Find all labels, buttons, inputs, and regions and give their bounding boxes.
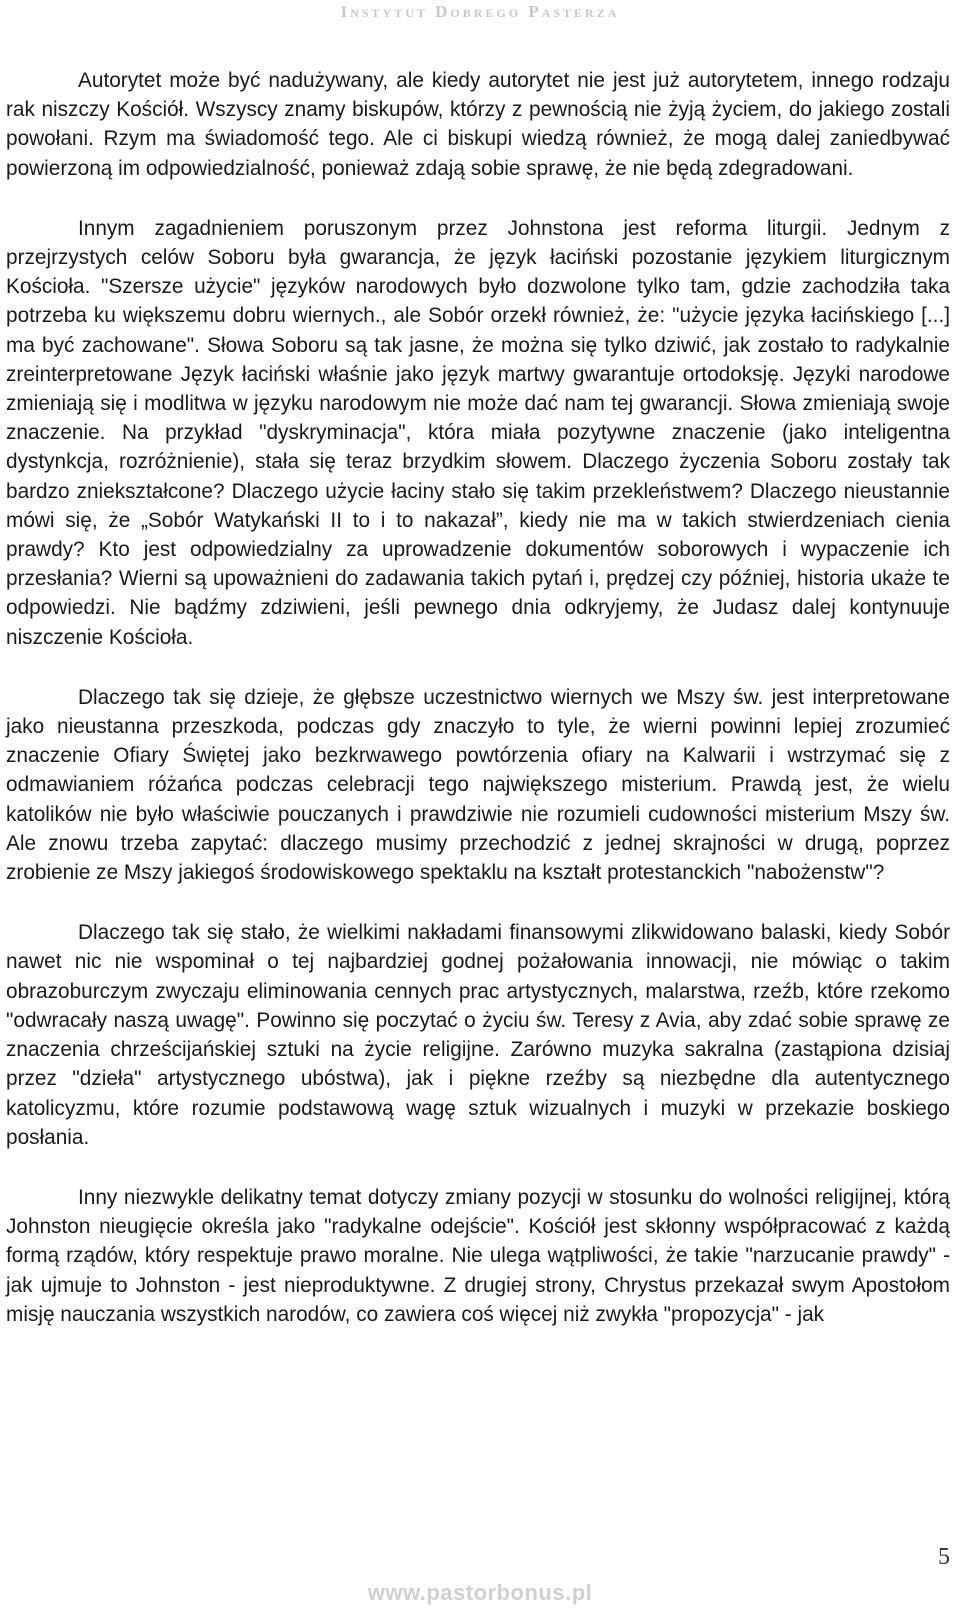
page-number: 5 xyxy=(938,1544,950,1570)
paragraph-participation: Dlaczego tak się dzieje, że głębsze uczestnictwo wiernych we Mszy św. jest interpretowane jako nieustanna przeszkoda, podczas gdy znaczyło to tyle, że wierni powinni lepiej zrozumieć znaczenie Ofiary Świętej jako bezkrwawego powtórzenia ofiary na Kalwarii i wstrzymać się z odmawianiem różańca podczas celebracji tego największego misterium. Prawdą jest, że wielu katolików nie było właściwie pouczanych i prawdziwie nie rozumieli cudowności misterium Mszy św. Ale znowu trzeba zapytać: dlaczego musimy przechodzić z jednej skrajności w drugą, poprzez zrobienie ze Mszy jakiegoś środowiskowego spektaklu na kształt protestanckich "nabożenstw"? xyxy=(6,685,950,885)
paragraph-liturgy-reform: Innym zagadnieniem poruszonym przez Johnstona jest reforma liturgii. Jednym z przejrzystych celów Soboru była gwarancja, że język łaciński pozostanie językiem liturgicznym Kościoła. "Szersze użycie" języków narodowych było dozwolone tylko tam, gdzie zachodziła taka potrzeba ku większemu dobru wiernych., ale Sobór orzekł również, że: "użycie języka łacińskiego [...] ma być zachowane". Słowa Soboru są tak jasne, że można się tylko dziwić, jak zostało to radykalnie zreinterpretowane Język łaciński właśnie jako język martwy gwarantuje ortodoksję. Języki narodowe zmieniają się i modlitwa w języku narodowym nie może dać nam tej gwarancji. Słowa zmieniają swoje znaczenie. Na przykład "dyskryminacja", która miała pozytywne znaczenie (jako inteligentna dystynkcja, rozróżnienie), stała się teraz brzydkim słowem. Dlaczego życzenia Soboru zostały tak bardzo zniekształcone? Dlaczego użycie łaciny stało się takim przekleństwem? Dlaczego nieustannie mówi się, że „Sobór Watykański II to i to nakazał”, kiedy nie ma w takich stwierdzeniach cienia prawdy? Kto jest odpowiedzialny za uprowadzenie dokumentów soborowych i wypaczenie ich przesłania? Wierni są upoważnieni do zadawania takich pytań i, prędzej czy później, historia ukaże te odpowiedzi. Nie bądźmy zdziwieni, jeśli pewnego dnia odkryjemy, że Judasz dalej kontynuuje niszczenie Kościoła. xyxy=(6,216,950,649)
page-header-title: Instytut Dobrego Pasterza xyxy=(340,2,620,21)
paragraph-religious-freedom: Inny niezwykle delikatny temat dotyczy zmiany pozycji w stosunku do wolności religijnej, którą Johnston nieugięcie określa jako "radykalne odejście". Kościół jest skłonny współpracować z każdą formą rządów, który respektuje prawo moralne. Nie ulega wątpliwości, że takie "narzucanie prawdy" - jak ujmuje to Johnston - jest nieproduktywne. Z drugiej strony, Chrystus przekazał swym Apostołom misję nauczania wszystkich narodów, co zawiera coś więcej niż zwykła "propozycja" - jak xyxy=(6,1185,950,1326)
document-body xyxy=(6,66,950,1360)
paragraph-authority: Autorytet może być nadużywany, ale kiedy autorytet nie jest już autorytetem, innego rodzaju rak niszczy Kościół. Wszyscy znamy biskupów, którzy z pewnością nie żyją życiem, do jakiego zostali powołani. Rzym ma świadomość tego. Ale ci biskupi wiedzą również, że mogą dalej zaniedbywać powierzoną im odpowiedzialność, ponieważ zdają sobie sprawę, że nie będą zdegradowani. xyxy=(6,69,950,180)
footer-url: www.pastorbonus.pl xyxy=(367,1580,593,1605)
paragraph-balustrades: Dlaczego tak się stało, że wielkimi nakładami finansowymi zlikwidowano balaski, kiedy Sobór nawet nic nie wspominał o tej najbardziej godnej pożałowania innowacji, nie mówiąc o takim obrazoburczym zwyczaju eliminowania cennych prac artystycznych, malarstwa, rzeźb, które rzekomo "odwracały naszą uwagę". Powinno się poczytać o życiu św. Teresy z Avia, aby zdać sobie sprawę ze znaczenia chrześcijańskiej sztuki na życie religijne. Zarówno muzyka sakralna (zastąpiona dzisiaj przez "dzieła" artystycznego ubóstwa), jak i piękne rzeźby są niezbędne dla autentycznego katolicyzmu, które rozumie podstawową wagę sztuk wizualnych i muzyki w przekazie boskiego posłania. xyxy=(6,921,950,1149)
